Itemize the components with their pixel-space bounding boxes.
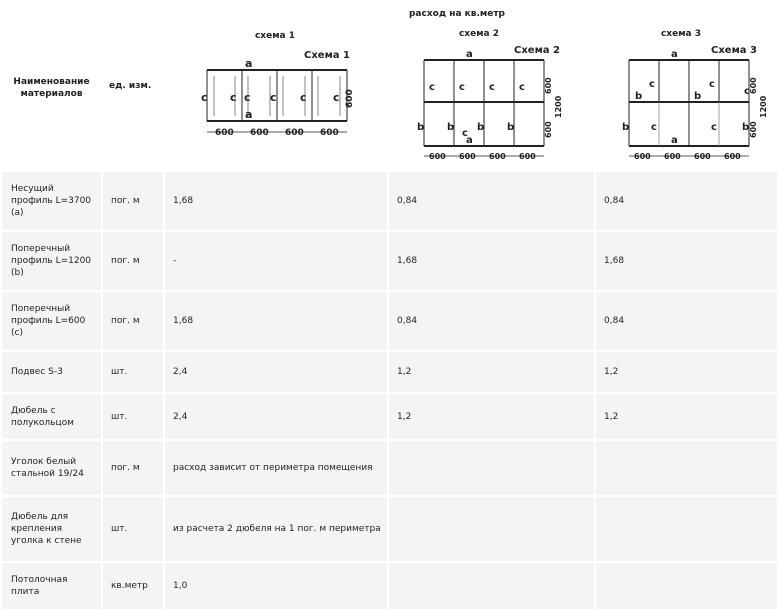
- s2-dim-side: 600: [544, 121, 553, 138]
- row-value-scheme-3: 1,2: [596, 394, 777, 439]
- empty-cell: [596, 497, 777, 561]
- s2-dim: 600: [519, 152, 536, 161]
- s1-dim-side: 600: [345, 89, 355, 108]
- row-name: Поперечный профиль L=1200 (b): [2, 232, 101, 290]
- s3-a-bot: a: [671, 135, 678, 146]
- s3-c: c: [744, 86, 750, 97]
- table-row: [2, 563, 777, 609]
- row-unit: пог. м: [103, 232, 163, 290]
- s1-dim: 600: [250, 128, 269, 138]
- s1-dim: 600: [320, 128, 339, 138]
- header-unit-col: ед. изм.: [103, 2, 163, 170]
- row-unit: пог. м: [103, 441, 163, 495]
- s3-c: c: [711, 122, 717, 133]
- s3-dim: 600: [724, 152, 741, 161]
- row-unit: пог. м: [103, 172, 163, 230]
- row-value-scheme-2: 1,2: [389, 394, 594, 439]
- table-row: [2, 497, 777, 561]
- s1-a-top: a: [245, 57, 253, 70]
- empty-cell: [389, 497, 594, 561]
- s2-dim: 600: [459, 152, 476, 161]
- scheme-2-title: схема 2: [458, 29, 500, 39]
- s3-dim-side: 600: [749, 77, 758, 94]
- row-name: Поперечный профиль L=600 (c): [2, 292, 101, 350]
- s2-c: c: [459, 82, 465, 93]
- s3-b: b: [694, 91, 702, 102]
- s2-b: b: [417, 122, 425, 133]
- scheme-2-label: Схема 2: [514, 45, 560, 56]
- row-name: Уголок белый стальной 19/24: [2, 441, 101, 495]
- row-unit: шт.: [103, 352, 163, 392]
- s2-dim: 600: [429, 152, 446, 161]
- scheme-3-title: схема 3: [660, 29, 702, 39]
- row-name: Дюбель для крепления уголка к стене: [2, 497, 101, 561]
- s1-a-mid: a: [245, 108, 253, 121]
- empty-cell: [389, 563, 594, 609]
- s3-c: c: [649, 79, 655, 90]
- row-value-scheme-1: -: [165, 232, 387, 290]
- row-unit: шт.: [103, 497, 163, 561]
- row-value-scheme-3: 0,84: [596, 172, 777, 230]
- table-row: [2, 292, 777, 350]
- row-value-scheme-2: 0,84: [389, 292, 594, 350]
- header-row: [2, 2, 777, 170]
- s2-b: b: [477, 122, 485, 133]
- scheme-2-diagram: [417, 42, 572, 162]
- row-name: Потолочная плита: [2, 563, 101, 609]
- s1-c: c: [300, 91, 307, 104]
- consumption-title: расход на кв.метр: [408, 9, 505, 19]
- s3-dim: 600: [634, 152, 651, 161]
- s3-b: b: [742, 122, 750, 133]
- s1-dim: 600: [285, 128, 304, 138]
- empty-cell: [596, 563, 777, 609]
- table-row: [2, 232, 777, 290]
- s2-b: b: [447, 122, 455, 133]
- s2-a-top: a: [466, 49, 473, 60]
- s2-c: c: [489, 82, 495, 93]
- row-value-scheme-3: 0,84: [596, 292, 777, 350]
- s1-c: c: [333, 91, 340, 104]
- row-value-scheme-1: 1,68: [165, 292, 387, 350]
- table-row: [2, 441, 777, 495]
- s3-c: c: [651, 122, 657, 133]
- table-row: [2, 172, 777, 230]
- s3-c: c: [709, 79, 715, 90]
- s2-b: b: [507, 122, 515, 133]
- row-value-scheme-2: 1,2: [389, 352, 594, 392]
- s3-dim: 600: [694, 152, 711, 161]
- s3-dim2-side: 1200: [759, 95, 768, 118]
- row-value-scheme-3: 1,68: [596, 232, 777, 290]
- s2-c: c: [519, 82, 525, 93]
- s3-b: b: [622, 122, 630, 133]
- row-name: Подвес S-3: [2, 352, 101, 392]
- s3-a-top: a: [671, 49, 678, 60]
- s2-dim2-side: 1200: [554, 95, 563, 118]
- table-row: [2, 352, 777, 392]
- row-value-scheme-2: 1,68: [389, 232, 594, 290]
- row-name: Дюбель с полукольцом: [2, 394, 101, 439]
- row-value-merged: из расчета 2 дюбеля на 1 пог. м периметра: [165, 497, 387, 561]
- row-value-scheme-1: 1,68: [165, 172, 387, 230]
- row-value-scheme-3: 1,2: [596, 352, 777, 392]
- row-name: Несущий профиль L=3700 (a): [2, 172, 101, 230]
- empty-cell: [389, 441, 594, 495]
- row-value-scheme-2: 0,84: [389, 172, 594, 230]
- schemes-header: [165, 2, 777, 170]
- s3-b: b: [635, 91, 643, 102]
- scheme-3-diagram: [622, 42, 777, 162]
- scheme-1-title: схема 1: [254, 31, 296, 41]
- s2-dim: 600: [489, 152, 506, 161]
- s3-dim-side: 600: [749, 121, 758, 138]
- scheme-1-label: Схема 1: [304, 50, 350, 61]
- row-value-merged: расход зависит от периметра помещения: [165, 441, 387, 495]
- s1-c: c: [244, 91, 251, 104]
- s1-c: c: [201, 91, 208, 104]
- s3-dim: 600: [664, 152, 681, 161]
- s2-a-bot: a: [466, 135, 473, 146]
- s2-c: c: [462, 128, 468, 139]
- s2-dim-side: 600: [544, 77, 553, 94]
- s2-c: c: [429, 82, 435, 93]
- s1-c: c: [230, 91, 237, 104]
- row-unit: кв.метр: [103, 563, 163, 609]
- s1-dim: 600: [215, 128, 234, 138]
- row-unit: пог. м: [103, 292, 163, 350]
- header-name-col: Наименование материалов: [2, 2, 101, 170]
- table-row: [2, 394, 777, 439]
- s1-c: c: [270, 91, 277, 104]
- scheme-1-diagram: [201, 46, 357, 141]
- row-value-merged: 1,0: [165, 563, 387, 609]
- row-value-scheme-1: 2,4: [165, 352, 387, 392]
- empty-cell: [596, 441, 777, 495]
- row-value-scheme-1: 2,4: [165, 394, 387, 439]
- scheme-3-label: Схема 3: [711, 45, 757, 56]
- row-unit: шт.: [103, 394, 163, 439]
